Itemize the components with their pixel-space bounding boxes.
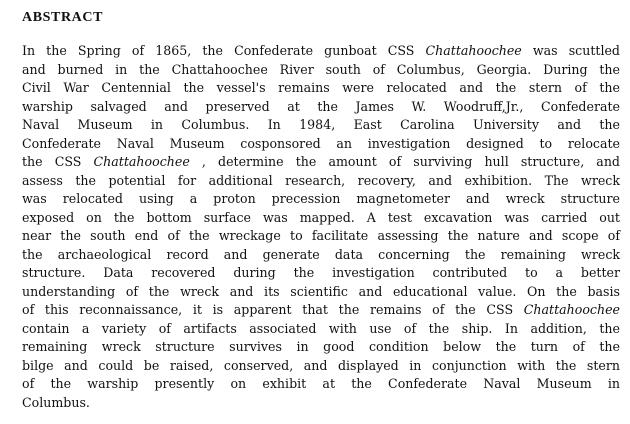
abstract-line: and burned in the Chattahoochee River south of Columbus, Georgia. During the <box>22 61 620 77</box>
abstract-body <box>22 42 620 412</box>
abstract-line: exposed on the bottom surface was mapped. A test excavation was carried out <box>22 209 620 225</box>
vessel-name: Chattahoochee <box>523 302 620 317</box>
abstract-line: bilge and could be raised, conserved, and displayed in conjunction with the stern <box>22 357 620 373</box>
abstract-line: of this reconnaissance, it is apparent that the remains of the CSS Chattahoochee <box>22 302 620 317</box>
abstract-line: Confederate Naval Museum cosponsored an investigation designed to relocate <box>22 135 620 151</box>
abstract-line: assess the potential for additional research, recovery, and exhibition. The wreck <box>22 172 620 188</box>
abstract-line: the CSS Chattahoochee , determine the amount of surviving hull structure, and <box>22 154 620 169</box>
abstract-line: In the Spring of 1865, the Confederate gunboat CSS Chattahoochee was scuttled <box>22 43 620 58</box>
abstract-line: the archaeological record and generate data concerning the remaining wreck <box>22 246 620 262</box>
abstract-line: remaining wreck structure survives in good condition below the turn of the <box>22 339 620 354</box>
abstract-line: warship salvaged and preserved at the James W. Woodruff,Jr., Confederate <box>22 98 620 114</box>
abstract-line: near the south end of the wreckage to facilitate assessing the nature and scope of <box>22 228 620 243</box>
abstract-line: Civil War Centennial the vessel's remains were relocated and the stern of the <box>22 80 620 95</box>
abstract-line: contain a variety of artifacts associated with use of the ship. In addition, the <box>22 320 620 336</box>
abstract-line: structure. Data recovered during the investigation contributed to a better <box>22 265 620 280</box>
vessel-name: Chattahoochee <box>93 154 190 169</box>
vessel-name: Chattahoochee <box>425 43 522 58</box>
abstract-line: of the warship presently on exhibit at the Confederate Naval Museum in <box>22 376 620 391</box>
abstract-line: was relocated using a proton precession magnetometer and wreck structure <box>22 191 620 206</box>
abstract-line: Columbus. <box>22 394 90 410</box>
abstract-line: understanding of the wreck and its scientific and educational value. On the basis <box>22 283 620 299</box>
abstract-line: Naval Museum in Columbus. In 1984, East Carolina University and the <box>22 117 620 132</box>
abstract-heading: ABSTRACT <box>22 10 104 25</box>
